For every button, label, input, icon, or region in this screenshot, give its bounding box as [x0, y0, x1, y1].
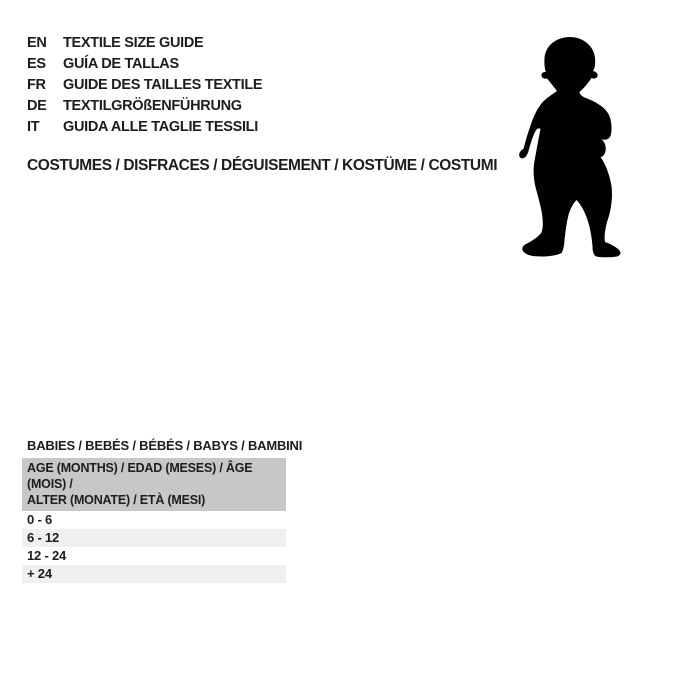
table-header: [22, 458, 286, 511]
language-code: DE: [27, 98, 47, 114]
language-code: EN: [27, 35, 47, 51]
language-row: [27, 117, 262, 138]
table-header-line: ALTER (MONATE) / ETÀ (MESI): [27, 493, 206, 507]
language-row: [27, 75, 262, 96]
language-row: [27, 33, 262, 54]
language-code: FR: [27, 77, 46, 93]
language-label: GUIDA ALLE TAGLIE TESSILI: [63, 119, 258, 135]
language-label: TEXTILE SIZE GUIDE: [63, 35, 204, 51]
table-row: 0 - 6: [27, 512, 53, 527]
baby-silhouette-path: [519, 37, 620, 257]
table-row: + 24: [22, 565, 286, 583]
babies-section-title: BABIES / BEBÉS / BÉBÉS / BABYS / BAMBINI: [27, 438, 303, 453]
category-line: COSTUMES / DISFRACES / DÉGUISEMENT / KOSTÜME / COSTUMI: [27, 157, 498, 174]
table-row: 12 - 24: [27, 548, 67, 563]
age-size-table: [22, 458, 286, 583]
language-guide-list: [27, 33, 262, 138]
language-row: [27, 96, 262, 117]
language-code: ES: [27, 56, 46, 72]
table-header-line: AGE (MONTHS) / EDAD (MESES) / ÂGE (MOIS) /: [27, 461, 253, 491]
table-row: 6 - 12: [22, 529, 286, 547]
language-label: GUIDE DES TAILLES TEXTILE: [63, 77, 263, 93]
language-code: IT: [27, 119, 40, 135]
language-label: GUÍA DE TALLAS: [63, 56, 179, 72]
language-row: [27, 54, 262, 75]
baby-silhouette-icon: [517, 36, 623, 258]
language-label: TEXTILGRÖßENFÜHRUNG: [63, 98, 242, 114]
